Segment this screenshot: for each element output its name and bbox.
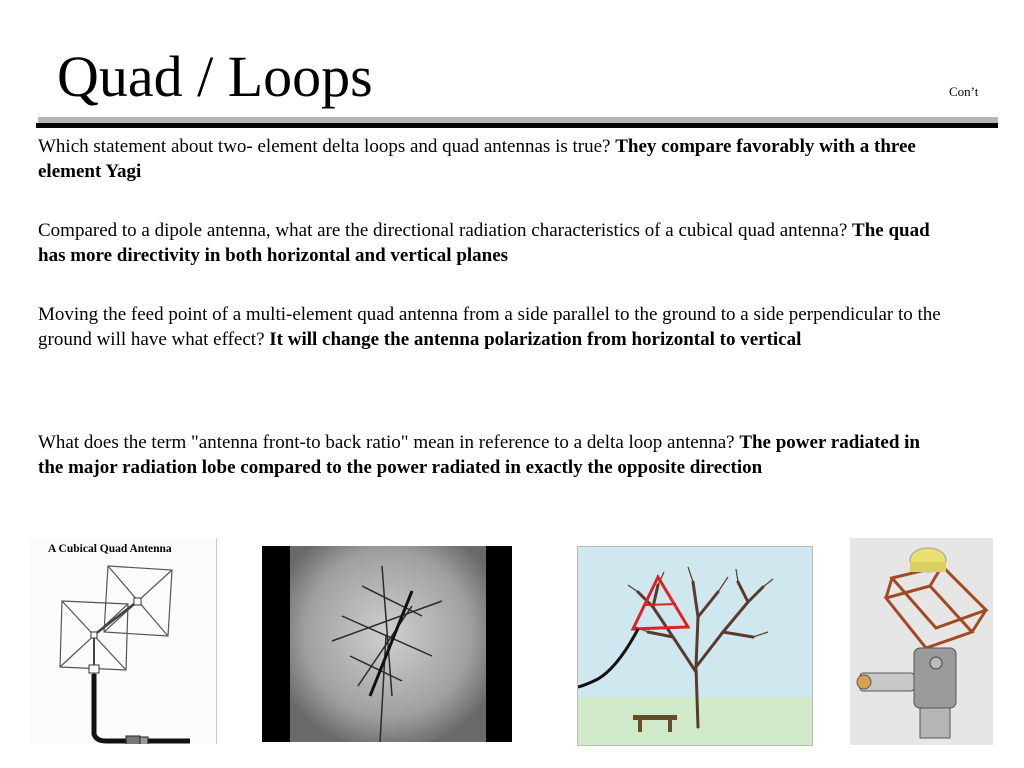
cubical-quad-diagram-image bbox=[30, 538, 217, 744]
delta-loop-drawing bbox=[578, 547, 812, 745]
answer-text: The power radiated in the major radiation lobe compared to the power radiated in exactly the opposite direction bbox=[38, 432, 920, 478]
small-quad-loop-drawing bbox=[850, 538, 993, 745]
question-text: Compared to a dipole antenna, what are the directional radiation characteristics of a cubical quad antenna? bbox=[38, 220, 853, 241]
title-rule bbox=[36, 123, 998, 128]
question-text: Which statement about two- element delta loops and quad antennas is true? bbox=[38, 136, 616, 157]
answer-text: The quad has more directivity in both horizontal and vertical planes bbox=[38, 220, 930, 266]
delta-loop-tree-illustration bbox=[577, 546, 813, 746]
question-text: Moving the feed point of a multi-element quad antenna from a side parallel to the ground to a side perpendicular to the ground will have what effect? bbox=[38, 304, 941, 350]
yagi-antenna-drawing bbox=[262, 546, 512, 742]
continued-label: Con’t bbox=[949, 84, 979, 99]
answer-text: It will change the antenna polarization from horizontal to vertical bbox=[269, 328, 802, 350]
question-block-1 bbox=[38, 135, 948, 184]
cubical-quad-caption: A Cubical Quad Antenna bbox=[48, 543, 172, 555]
slide-title: Quad / Loops bbox=[57, 44, 373, 109]
question-text: What does the term "antenna front-to back ratio" mean in reference to a delta loop antenna? bbox=[38, 432, 740, 453]
question-block-2 bbox=[38, 219, 948, 268]
question-block-3 bbox=[38, 303, 948, 352]
answer-text: They compare favorably with a three element Yagi bbox=[38, 136, 916, 182]
small-quad-loop-photo bbox=[850, 538, 993, 745]
yagi-antenna-photo bbox=[262, 546, 512, 742]
question-block-4 bbox=[38, 431, 948, 480]
cubical-quad-drawing bbox=[30, 538, 216, 744]
